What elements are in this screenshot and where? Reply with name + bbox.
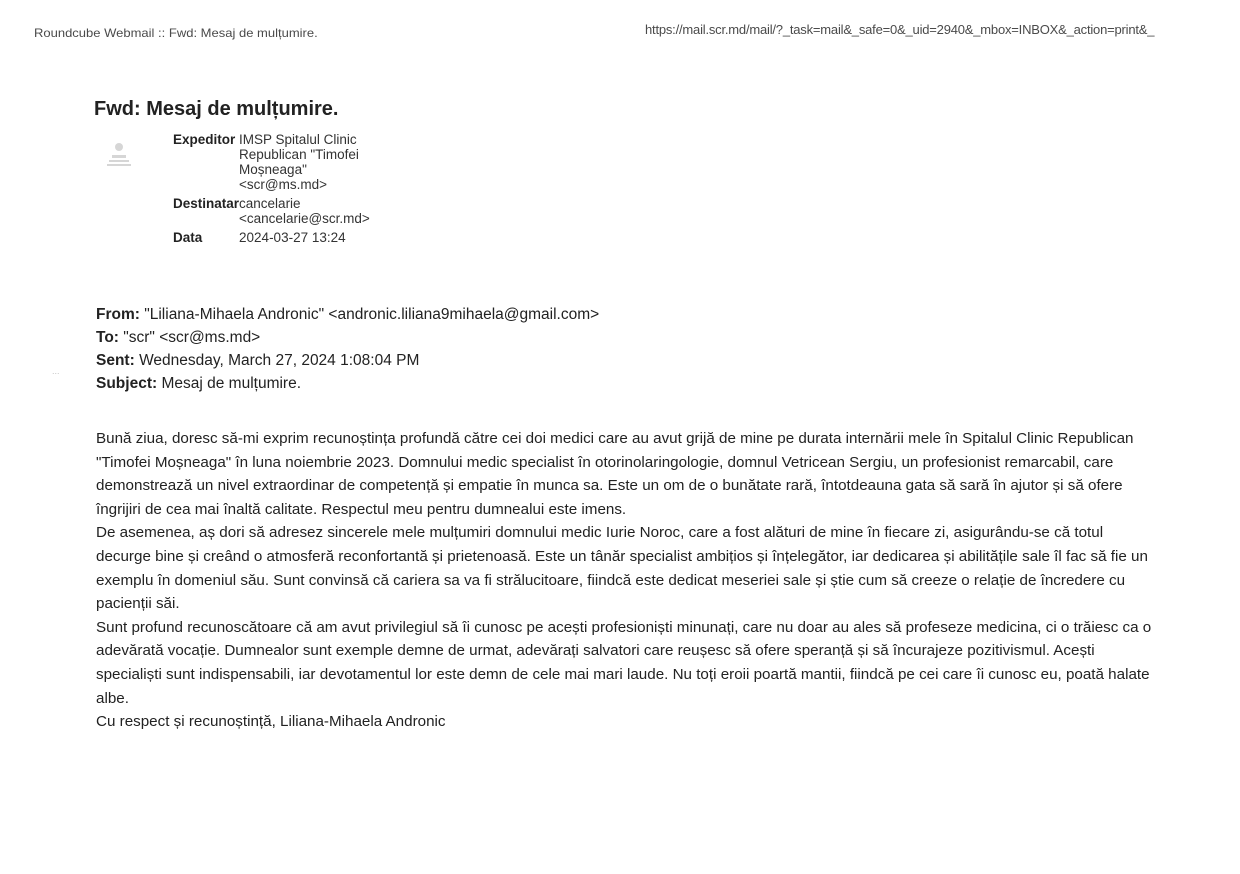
fwd-from-row (96, 303, 599, 326)
contact-photo-placeholder-icon (104, 138, 134, 168)
message-subject: Fwd: Mesaj de mulțumire. (94, 98, 339, 120)
fwd-subject-label: Subject: (96, 375, 158, 392)
header-row-date (173, 228, 370, 250)
recipient-label: Destinatar (173, 196, 240, 211)
print-header-url: https://mail.scr.md/mail/?_task=mail&_safe=0&_uid=2940&_mbox=INBOX&_action=print&_ (645, 22, 1155, 37)
body-paragraph-1: Bună ziua, doresc să-mi exprim recunoștința profundă către cei doi medici care au avut grijă de mine pe durata internării mele în Spitalul Clinic Republican "Timofei Moșneaga" în luna noiembrie 2023. Domnului medic specialist în otorinolaringologie, domnul Vetricean Sergiu, un profesionist remarcabil, care demonstrează un nivel extraordinar de competență și empatie în munca sa. Este un om de o bunătate rară, întotdeauna gata să sară în ajutor și să ofere îngrijiri de cea mai înaltă calitate. Respectul meu pentru dumnealui este imens. (96, 430, 1134, 518)
fwd-sent-row (96, 349, 599, 372)
fwd-to-value: "scr" <scr@ms.md> (123, 329, 261, 346)
date-value: 2024-03-27 13:24 (239, 230, 346, 245)
date-label: Data (173, 230, 203, 245)
body-signature: Cu respect și recunoștință, Liliana-Mihaela Andronic (96, 713, 446, 731)
body-paragraph-3: Sunt profund recunoscătoare că am avut privilegiul să îi cunosc pe acești profesioniști minunați, care nu doar au ales să profeseze medicina, ci o trăiesc ca o adevărată vocație. Dumnealor sunt exemple demne de urmat, adevărați salvatori care reușesc să ofere speranță și să încurajeze pozitivismul. Acești specialiști sunt indispensabili, iar devotamentul lor este demn de cele mai mari laude. Nu toți eroii poartă mantii, fiindcă pe cei care îi cunosc eu, poată halate albe. (96, 618, 1152, 707)
fwd-from-value: "Liliana-Mihaela Andronic" <andronic.liliana9mihaela@gmail.com> (144, 306, 600, 323)
sender-value: IMSP Spitalul Clinic Republican "Timofei Moșneaga" <scr@ms.md> (239, 132, 359, 192)
fwd-sent-value: Wednesday, March 27, 2024 1:08:04 PM (139, 352, 420, 369)
fwd-to-row (96, 326, 599, 349)
forwarded-headers (96, 303, 599, 395)
print-header-title: Roundcube Webmail :: Fwd: Mesaj de mulțumire. (34, 26, 318, 40)
header-row-sender (173, 130, 370, 194)
recipient-value: cancelarie <cancelarie@scr.md> (239, 196, 370, 226)
header-table (173, 130, 370, 250)
sender-label: Expeditor (173, 132, 236, 147)
fwd-from-label: From: (96, 306, 140, 323)
fwd-subject-row (96, 372, 599, 395)
message-body (96, 427, 1156, 734)
fwd-sent-label: Sent: (96, 352, 135, 369)
scan-speck: ... (52, 366, 60, 376)
header-row-recipient (173, 194, 370, 228)
fwd-to-label: To: (96, 329, 119, 346)
body-paragraph-2: De asemenea, aș dori să adresez sincerele mele mulțumiri domnului medic Iurie Noroc, care a fost alături de mine în fiecare zi, asigurându-se că totul decurge bine și creând o atmosferă reconfortantă și prietenoasă. Este un tânăr specialist ambițios și înțelegător, iar dedicarea și abilitățile sale îl fac să fie un exemplu în domeniul său. Sunt convinsă că cariera sa va fi strălucitoare, fiindcă este dedicat meseriei sale și știe cum să creeze o relație de încredere cu pacienții săi. (96, 524, 1148, 613)
fwd-subject-value: Mesaj de mulțumire. (161, 375, 302, 392)
print-header (34, 22, 1224, 42)
